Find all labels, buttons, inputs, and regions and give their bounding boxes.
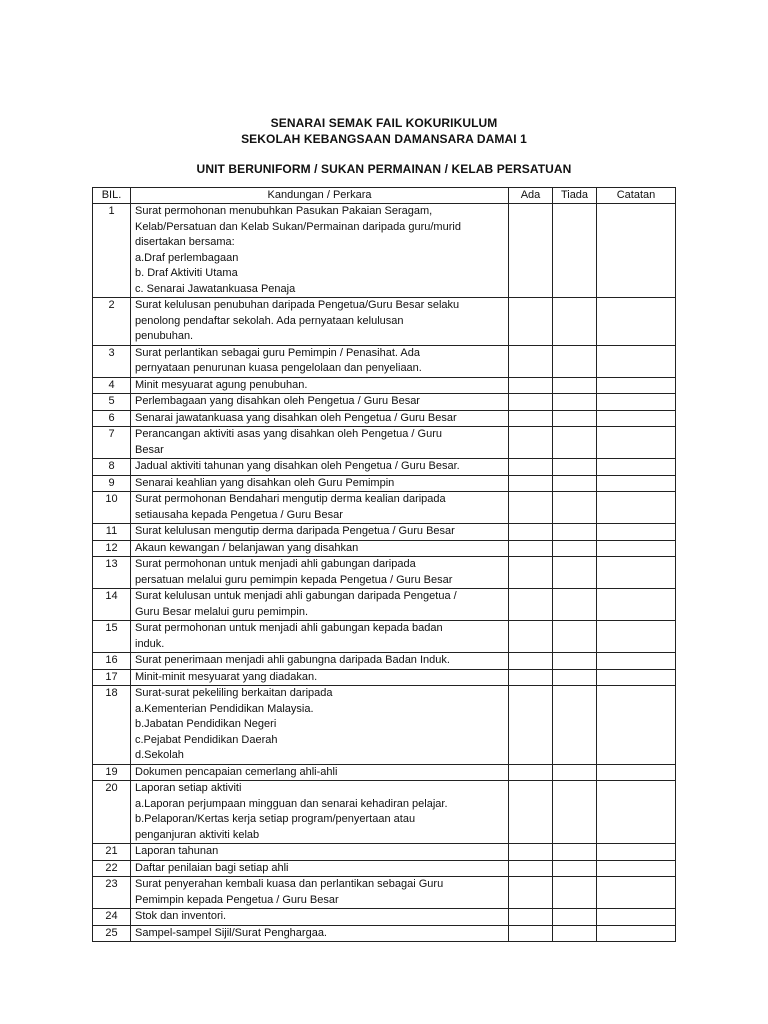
row-number: 23 (93, 877, 131, 909)
ada-cell[interactable] (509, 345, 553, 377)
content-line: Laporan tahunan (135, 845, 219, 857)
row-number: 20 (93, 781, 131, 844)
catatan-cell[interactable] (597, 844, 676, 861)
content-line: Surat kelulusan penubuhan daripada Pengetua/Guru Besar selaku (135, 299, 460, 311)
content-line: pernyataan penurunan kuasa pengelolaan dan penyeliaan. (135, 362, 422, 374)
content-line: Guru Besar melalui guru pemimpin. (135, 605, 309, 618)
row-number: 22 (93, 860, 131, 877)
ada-cell[interactable] (509, 557, 553, 589)
content-line: Perancangan aktiviti asas yang disahkan oleh Pengetua / Guru (135, 428, 442, 440)
tiada-cell[interactable] (553, 653, 597, 670)
content-line: Senarai jawatankuasa yang disahkan oleh Pengetua / Guru Besar (135, 411, 457, 424)
row-number: 2 (93, 298, 131, 346)
catatan-cell[interactable] (597, 877, 676, 909)
content-line: Surat perlantikan sebagai guru Pemimpin / Penasihat. Ada (135, 346, 420, 359)
ada-cell[interactable] (509, 524, 553, 541)
content-line: Kelab/Persatuan dan Kelab Sukan/Permainan daripada guru/murid (135, 220, 461, 233)
ada-cell[interactable] (509, 298, 553, 346)
ada-cell[interactable] (509, 204, 553, 298)
tiada-cell[interactable] (553, 524, 597, 541)
ada-cell[interactable] (509, 877, 553, 909)
catatan-cell[interactable] (597, 686, 676, 765)
row-number: 1 (93, 204, 131, 298)
table-row (93, 394, 676, 411)
tiada-cell[interactable] (553, 877, 597, 909)
row-number: 21 (93, 844, 131, 861)
content-line: Surat kelulusan untuk menjadi ahli gabungan daripada Pengetua / (135, 590, 457, 602)
tiada-cell[interactable] (553, 860, 597, 877)
ada-cell[interactable] (509, 540, 553, 557)
table-row (93, 844, 676, 861)
row-number: 18 (93, 686, 131, 765)
row-content (131, 204, 509, 298)
catatan-cell[interactable] (597, 492, 676, 524)
tiada-cell[interactable] (553, 781, 597, 844)
ada-cell[interactable] (509, 764, 553, 781)
row-number: 9 (93, 475, 131, 492)
table-row (93, 589, 676, 621)
catatan-cell[interactable] (597, 653, 676, 670)
row-number: 3 (93, 345, 131, 377)
content-line: Surat permohonan Bendahari mengutip derma kealian daripada (135, 493, 446, 505)
content-line: Surat permohonan untuk menjadi ahli gabungan kepada badan (135, 622, 443, 634)
row-content (131, 621, 509, 653)
column-header-ada: Ada (509, 188, 553, 204)
row-number: 13 (93, 557, 131, 589)
content-line: Surat kelulusan mengutip derma daripada Pengetua / Guru Besar (135, 525, 455, 537)
content-line: Senarai keahlian yang disahkan oleh Guru Pemimpin (135, 476, 395, 489)
table-row (93, 204, 676, 298)
table-row (93, 410, 676, 427)
catatan-cell[interactable] (597, 925, 676, 942)
ada-cell[interactable] (509, 653, 553, 670)
tiada-cell[interactable] (553, 764, 597, 781)
ada-cell[interactable] (509, 589, 553, 621)
document-title-line1: SENARAI SEMAK FAIL KOKURIKULUM (270, 116, 498, 130)
table-row (93, 781, 676, 844)
column-header-kandungan: Kandungan / Perkara (131, 188, 509, 204)
ada-cell[interactable] (509, 410, 553, 427)
row-content (131, 925, 509, 942)
row-number: 25 (93, 925, 131, 942)
content-line: a.Draf perlembagaan (135, 251, 239, 264)
tiada-cell[interactable] (553, 540, 597, 557)
content-line: Surat penyerahan kembali kuasa dan perlantikan sebagai Guru (135, 878, 444, 890)
content-line: b. Draf Aktiviti Utama (135, 267, 238, 279)
row-number: 14 (93, 589, 131, 621)
catatan-cell[interactable] (597, 345, 676, 377)
content-line: induk. (135, 637, 165, 650)
catatan-cell[interactable] (597, 909, 676, 926)
row-number: 16 (93, 653, 131, 670)
row-content (131, 345, 509, 377)
row-content (131, 427, 509, 459)
row-content (131, 475, 509, 492)
table-row (93, 621, 676, 653)
row-content (131, 589, 509, 621)
ada-cell[interactable] (509, 427, 553, 459)
table-row (93, 653, 676, 670)
table-row (93, 459, 676, 476)
tiada-cell[interactable] (553, 844, 597, 861)
catatan-cell[interactable] (597, 781, 676, 844)
row-number: 6 (93, 410, 131, 427)
content-line: a.Laporan perjumpaan mingguan dan senarai kehadiran pelajar. (135, 797, 448, 810)
tiada-cell[interactable] (553, 589, 597, 621)
row-content (131, 653, 509, 670)
checklist-table (92, 187, 676, 942)
content-line: Pemimpin kepada Pengetua / Guru Besar (135, 893, 339, 906)
row-content (131, 860, 509, 877)
table-row (93, 377, 676, 394)
catatan-cell[interactable] (597, 589, 676, 621)
table-row (93, 298, 676, 346)
row-content (131, 686, 509, 765)
content-line: penubuhan. (135, 330, 194, 342)
tiada-cell[interactable] (553, 377, 597, 394)
catatan-cell[interactable] (597, 764, 676, 781)
content-line: Surat permohonan menubuhkan Pasukan Pakaian Seragam, (135, 205, 433, 217)
row-content (131, 492, 509, 524)
ada-cell[interactable] (509, 781, 553, 844)
ada-cell[interactable] (509, 860, 553, 877)
row-content (131, 524, 509, 541)
content-line: b.Pelaporan/Kertas kerja setiap program/penyertaan atau (135, 813, 416, 825)
content-line: setiausaha kepada Pengetua / Guru Besar (135, 508, 343, 521)
tiada-cell[interactable] (553, 410, 597, 427)
row-content (131, 909, 509, 926)
content-line: Stok dan inventori. (135, 910, 227, 922)
ada-cell[interactable] (509, 475, 553, 492)
catatan-cell[interactable] (597, 669, 676, 686)
row-content (131, 877, 509, 909)
content-line: Minit-minit mesyuarat yang diadakan. (135, 670, 318, 683)
catatan-cell[interactable] (597, 621, 676, 653)
row-content (131, 298, 509, 346)
row-number: 19 (93, 764, 131, 781)
content-line: c. Senarai Jawatankuasa Penaja (135, 282, 296, 295)
content-line: Besar (135, 443, 164, 456)
row-number: 15 (93, 621, 131, 653)
content-line: Laporan setiap aktiviti (135, 782, 242, 794)
tiada-cell[interactable] (553, 204, 597, 298)
row-number: 5 (93, 394, 131, 411)
ada-cell[interactable] (509, 686, 553, 765)
row-content (131, 410, 509, 427)
table-row (93, 427, 676, 459)
content-line: Jadual aktiviti tahunan yang disahkan oleh Pengetua / Guru Besar. (135, 460, 460, 472)
content-line: Sampel-sampel Sijil/Surat Penghargaa. (135, 926, 327, 939)
document-title-line2: SEKOLAH KEBANGSAAN DAMANSARA DAMAI 1 (241, 132, 527, 146)
tiada-cell[interactable] (553, 909, 597, 926)
content-line: Minit mesyuarat agung penubuhan. (135, 378, 308, 391)
ada-cell[interactable] (509, 394, 553, 411)
table-body (93, 204, 676, 942)
tiada-cell[interactable] (553, 686, 597, 765)
tiada-cell[interactable] (553, 925, 597, 942)
catatan-cell[interactable] (597, 410, 676, 427)
catatan-cell[interactable] (597, 557, 676, 589)
content-line: Akaun kewangan / belanjawan yang disahkan (135, 541, 359, 554)
tiada-cell[interactable] (553, 459, 597, 476)
row-number: 17 (93, 669, 131, 686)
content-line: Dokumen pencapaian cemerlang ahli-ahli (135, 765, 338, 778)
row-number: 8 (93, 459, 131, 476)
table-row (93, 475, 676, 492)
content-line: b.Jabatan Pendidikan Negeri (135, 718, 277, 730)
row-content (131, 557, 509, 589)
catatan-cell[interactable] (597, 524, 676, 541)
catatan-cell[interactable] (597, 540, 676, 557)
table-row (93, 669, 676, 686)
catatan-cell[interactable] (597, 377, 676, 394)
catatan-cell[interactable] (597, 298, 676, 346)
table-row (93, 686, 676, 765)
catatan-cell[interactable] (597, 427, 676, 459)
content-line: d.Sekolah (135, 749, 184, 761)
row-content (131, 540, 509, 557)
row-number: 11 (93, 524, 131, 541)
content-line: Perlembagaan yang disahkan oleh Pengetua / Guru Besar (135, 395, 420, 407)
table-row (93, 345, 676, 377)
column-header-tiada: Tiada (553, 188, 597, 204)
tiada-cell[interactable] (553, 669, 597, 686)
content-line: Surat penerimaan menjadi ahli gabungna daripada Badan Induk. (135, 654, 450, 666)
table-row (93, 925, 676, 942)
row-content (131, 459, 509, 476)
ada-cell[interactable] (509, 925, 553, 942)
row-content (131, 394, 509, 411)
tiada-cell[interactable] (553, 345, 597, 377)
content-line: c.Pejabat Pendidikan Daerah (135, 733, 278, 746)
table-header-row (93, 188, 676, 204)
content-line: disertakan bersama: (135, 236, 235, 248)
table-row (93, 877, 676, 909)
table-row (93, 557, 676, 589)
catatan-cell[interactable] (597, 860, 676, 877)
catatan-cell[interactable] (597, 394, 676, 411)
row-content (131, 844, 509, 861)
row-number: 7 (93, 427, 131, 459)
content-line: penolong pendaftar sekolah. Ada pernyataan kelulusan (135, 314, 404, 327)
table-row (93, 524, 676, 541)
content-line: Daftar penilaian bagi setiap ahli (135, 861, 289, 874)
table-row (93, 492, 676, 524)
content-line: persatuan melalui guru pemimpin kepada Pengetua / Guru Besar (135, 573, 453, 586)
content-line: Surat-surat pekeliling berkaitan daripada (135, 687, 333, 699)
ada-cell[interactable] (509, 621, 553, 653)
content-line: a.Kementerian Pendidikan Malaysia. (135, 702, 314, 715)
tiada-cell[interactable] (553, 427, 597, 459)
catatan-cell[interactable] (597, 204, 676, 298)
content-line: Surat permohonan untuk menjadi ahli gabungan daripada (135, 558, 416, 570)
catatan-cell[interactable] (597, 475, 676, 492)
ada-cell[interactable] (509, 909, 553, 926)
ada-cell[interactable] (509, 377, 553, 394)
content-line: penganjuran aktiviti kelab (135, 828, 260, 841)
row-number: 4 (93, 377, 131, 394)
table-row (93, 764, 676, 781)
tiada-cell[interactable] (553, 298, 597, 346)
row-number: 24 (93, 909, 131, 926)
table-row (93, 909, 676, 926)
column-header-catatan: Catatan (597, 188, 676, 204)
row-content (131, 781, 509, 844)
column-header-bil: BIL. (93, 188, 131, 204)
catatan-cell[interactable] (597, 459, 676, 476)
tiada-cell[interactable] (553, 492, 597, 524)
table-row (93, 540, 676, 557)
ada-cell[interactable] (509, 669, 553, 686)
tiada-cell[interactable] (553, 475, 597, 492)
tiada-cell[interactable] (553, 557, 597, 589)
table-row (93, 860, 676, 877)
tiada-cell[interactable] (553, 621, 597, 653)
ada-cell[interactable] (509, 844, 553, 861)
ada-cell[interactable] (509, 459, 553, 476)
row-number: 10 (93, 492, 131, 524)
ada-cell[interactable] (509, 492, 553, 524)
row-number: 12 (93, 540, 131, 557)
tiada-cell[interactable] (553, 394, 597, 411)
document-subtitle: UNIT BERUNIFORM / SUKAN PERMAINAN / KELAB PERSATUAN (196, 162, 572, 176)
row-content (131, 669, 509, 686)
row-content (131, 377, 509, 394)
row-content (131, 764, 509, 781)
